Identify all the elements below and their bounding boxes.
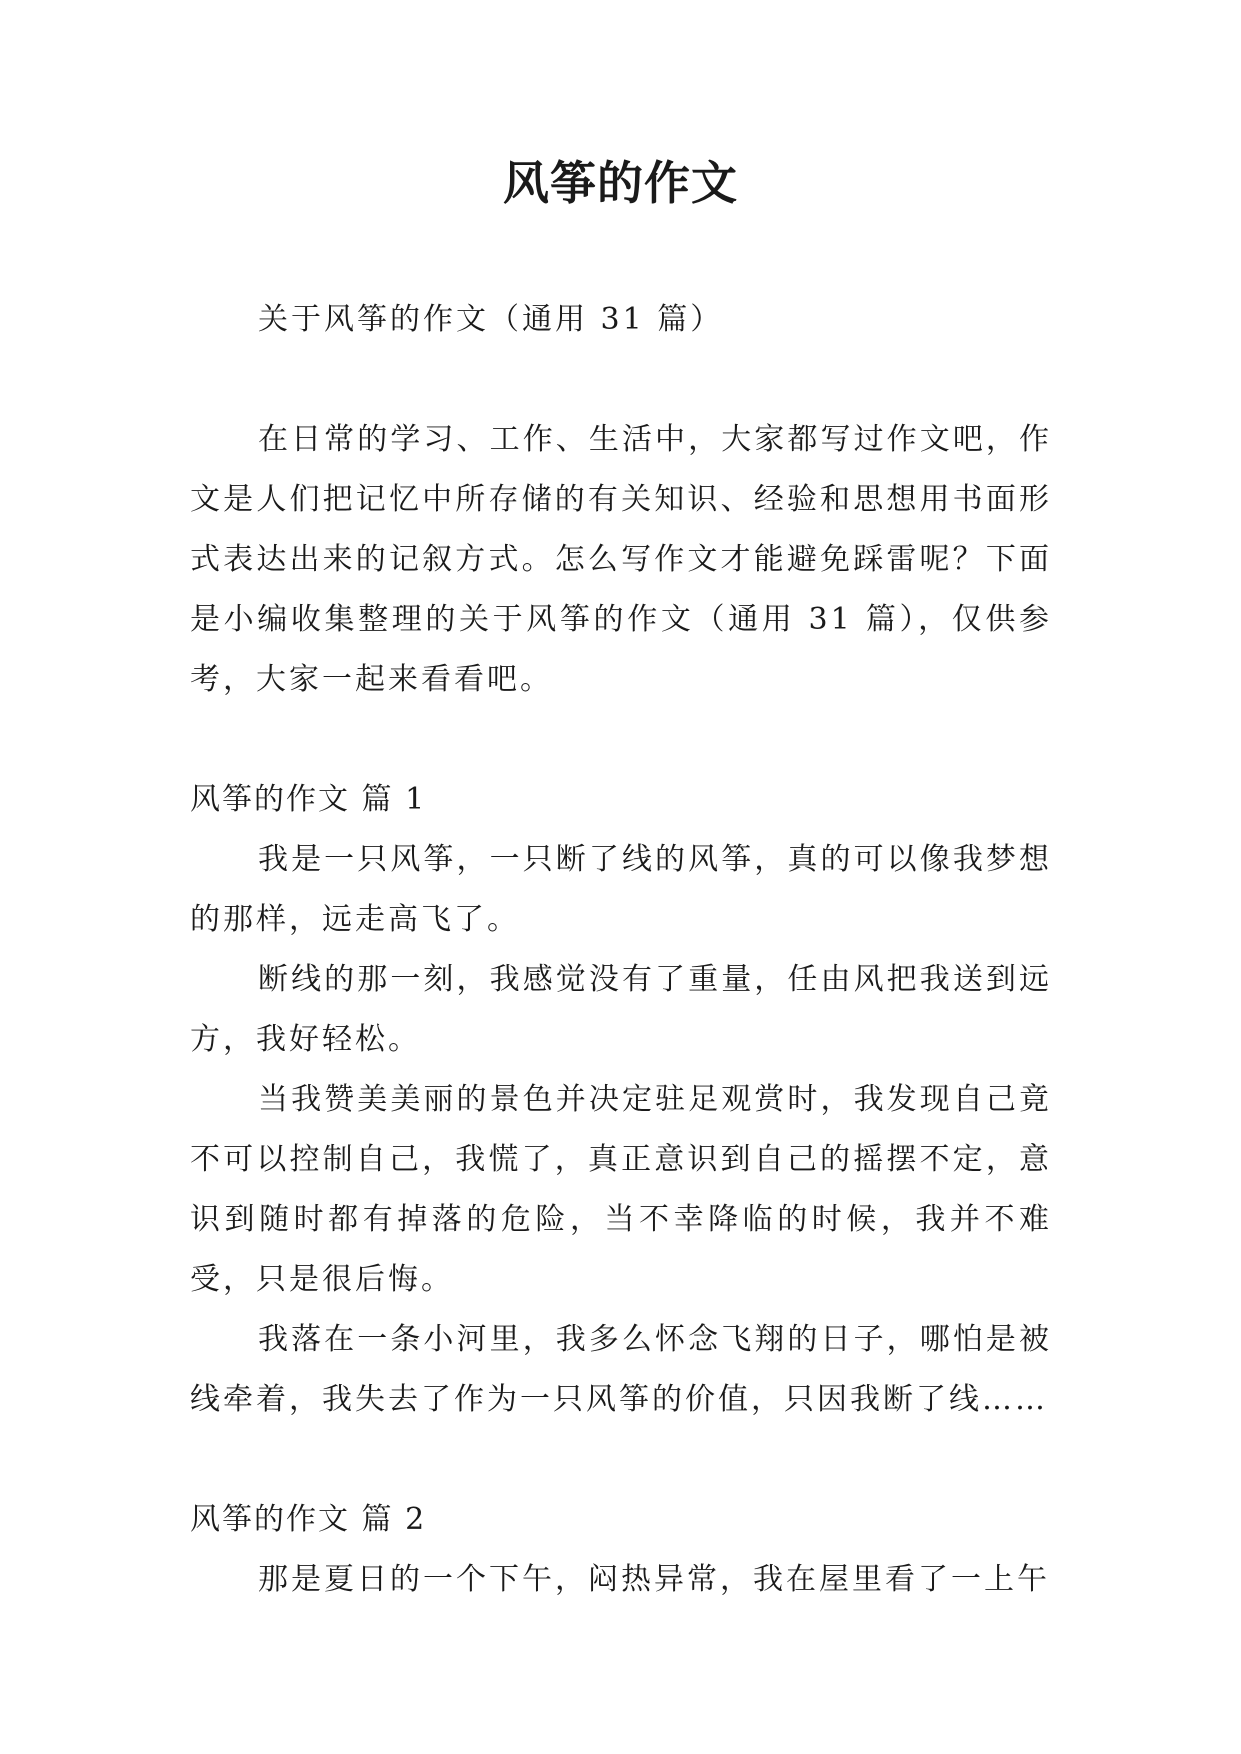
- intro-paragraph: 在日常的学习、工作、生活中，大家都写过作文吧，作文是人们把记忆中所存储的有关知识、经验和思想用书面形式表达出来的记叙方式。怎么写作文才能避免踩雷呢？下面是小编收集整理的关于风筝的作文（通用 31 篇），仅供参考，大家一起来看看吧。: [190, 422, 1052, 697]
- section-2-paragraph-1: 那是夏日的一个下午，闷热异常，我在屋里看了一上午: [258, 1562, 1050, 1597]
- section-heading-2: 风筝的作文 篇 2: [190, 1502, 427, 1537]
- section-heading-1: 风筝的作文 篇 1: [190, 782, 427, 817]
- section-1-paragraph-2: 断线的那一刻，我感觉没有了重量，任由风把我送到远方，我好轻松。: [190, 962, 1052, 1057]
- document-body: [190, 290, 1052, 1610]
- section-1-paragraph-3: 当我赞美美丽的景色并决定驻足观赏时，我发现自己竟不可以控制自己，我慌了，真正意识到自己的摇摆不定，意识到随时都有掉落的危险，当不幸降临的时候，我并不难受，只是很后悔。: [190, 1082, 1052, 1297]
- section-1-paragraph-4: 我落在一条小河里，我多么怀念飞翔的日子，哪怕是被线牵着，我失去了作为一只风筝的价值，只因我断了线……: [190, 1322, 1052, 1417]
- section-1-paragraph-1: 我是一只风筝，一只断了线的风筝，真的可以像我梦想的那样，远走高飞了。: [190, 842, 1052, 937]
- document-subtitle: 关于风筝的作文（通用 31 篇）: [258, 302, 724, 337]
- document-title: 风筝的作文: [503, 156, 738, 210]
